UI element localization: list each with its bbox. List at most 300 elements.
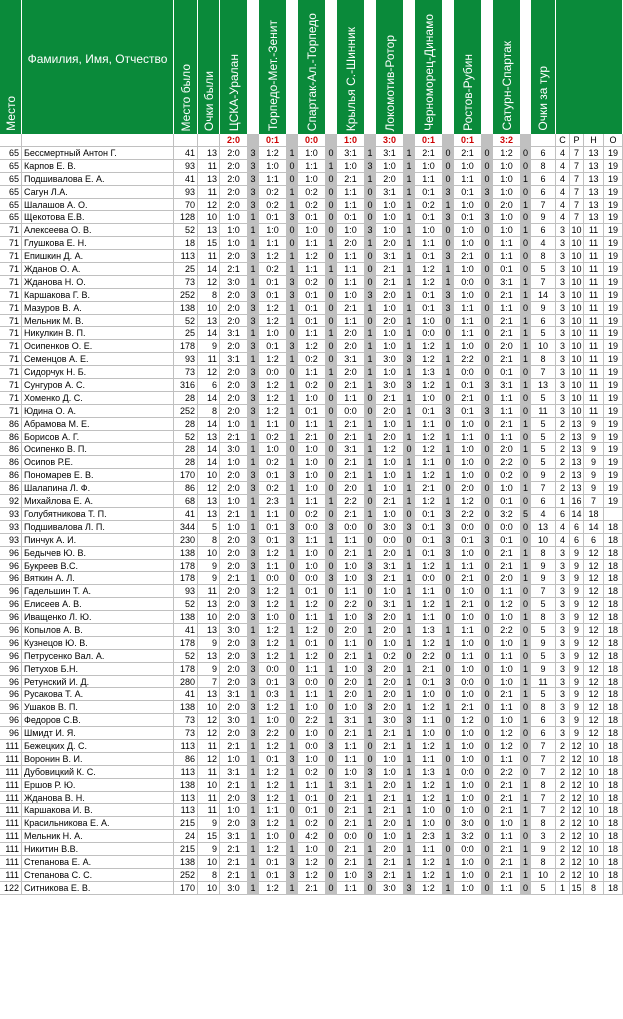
- prediction-cell: 1:2: [259, 766, 287, 779]
- stat-n-cell: 12: [584, 560, 604, 573]
- header-match-3-label: Спартак-Ал.-Торпедо: [304, 12, 319, 131]
- stat-n-cell: 12: [584, 585, 604, 598]
- prediction-points-cell: 3: [443, 250, 454, 263]
- stat-n-cell: 12: [584, 611, 604, 624]
- place-cell: 65: [0, 160, 22, 173]
- tour-points-cell: 6: [531, 186, 556, 199]
- stat-s-cell: 3: [556, 714, 570, 727]
- stat-r-cell: 7: [570, 199, 584, 212]
- stat-o-cell: 18: [604, 869, 623, 882]
- place-was-cell: 252: [174, 405, 198, 418]
- prediction-points-cell: 1: [287, 353, 298, 366]
- stat-o-cell: 19: [604, 456, 623, 469]
- prediction-cell: 1:0: [454, 469, 482, 482]
- prediction-points-cell: 1: [287, 147, 298, 160]
- prediction-cell: 2:0: [220, 817, 248, 830]
- prediction-points-cell: 1: [326, 611, 337, 624]
- prediction-points-cell: 3: [248, 366, 259, 379]
- prediction-cell: 2:1: [376, 792, 404, 805]
- header-match-4-points: [365, 0, 376, 134]
- prediction-points-cell: 1: [443, 882, 454, 895]
- name-cell: Осипенко В. П.: [22, 443, 174, 456]
- place-was-cell: 215: [174, 843, 198, 856]
- prediction-cell: 0:1: [298, 405, 326, 418]
- prediction-cell: 3:1: [220, 327, 248, 340]
- name-cell: Мазуров В. А.: [22, 302, 174, 315]
- prediction-points-cell: 1: [521, 611, 531, 624]
- prediction-cell: 2:1: [337, 727, 365, 740]
- prediction-cell: 2:0: [220, 147, 248, 160]
- prediction-points-cell: 0: [365, 740, 376, 753]
- stat-s-cell: 2: [556, 817, 570, 830]
- prediction-cell: 2:2: [493, 766, 521, 779]
- prediction-points-cell: 0: [482, 714, 493, 727]
- prediction-points-cell: 1: [248, 882, 259, 895]
- prediction-points-cell: 3: [287, 534, 298, 547]
- place-was-cell: 41: [174, 147, 198, 160]
- table-body: [0, 147, 618, 895]
- points-were-cell: 9: [198, 340, 220, 353]
- prediction-cell: 0:0: [376, 534, 404, 547]
- prediction-cell: 3:0: [220, 443, 248, 456]
- prediction-cell: 3:1: [376, 560, 404, 573]
- prediction-points-cell: 3: [443, 547, 454, 560]
- prediction-points-cell: 0: [482, 237, 493, 250]
- prediction-points-cell: 1: [248, 624, 259, 637]
- prediction-cell: 1:0: [454, 804, 482, 817]
- prediction-points-cell: 3: [404, 353, 415, 366]
- prediction-points-cell: 0: [521, 366, 531, 379]
- prediction-points-cell: 3: [248, 315, 259, 328]
- stat-o-cell: 19: [604, 469, 623, 482]
- prediction-points-cell: 1: [248, 327, 259, 340]
- prediction-points-cell: 1: [521, 779, 531, 792]
- prediction-cell: 1:2: [259, 843, 287, 856]
- prediction-points-cell: 1: [404, 366, 415, 379]
- prediction-cell: 1:0: [259, 224, 287, 237]
- prediction-cell: 0:1: [415, 508, 443, 521]
- prediction-points-cell: 1: [443, 856, 454, 869]
- place-cell: 96: [0, 727, 22, 740]
- prediction-points-cell: 1: [248, 431, 259, 444]
- prediction-points-cell: 1: [443, 199, 454, 212]
- prediction-points-cell: 1: [365, 353, 376, 366]
- prediction-cell: 1:2: [415, 379, 443, 392]
- stat-s-cell: 1: [556, 495, 570, 508]
- points-were-cell: 11: [198, 585, 220, 598]
- prediction-points-cell: 0: [287, 366, 298, 379]
- place-cell: 122: [0, 882, 22, 895]
- prediction-cell: 0:1: [259, 534, 287, 547]
- points-were-cell: 11: [198, 740, 220, 753]
- prediction-cell: 2:2: [259, 727, 287, 740]
- prediction-points-cell: 0: [482, 224, 493, 237]
- stat-o-cell: 19: [604, 186, 623, 199]
- prediction-cell: 0:2: [298, 766, 326, 779]
- points-were-cell: 11: [198, 186, 220, 199]
- stat-o-cell: 18: [604, 766, 623, 779]
- header-place-label: Место: [3, 96, 18, 131]
- prediction-cell: 1:1: [259, 173, 287, 186]
- prediction-points-cell: 1: [443, 792, 454, 805]
- prediction-cell: 1:2: [415, 560, 443, 573]
- points-were-cell: 15: [198, 830, 220, 843]
- stat-o-cell: 19: [604, 418, 623, 431]
- prediction-cell: 1:2: [298, 650, 326, 663]
- prediction-cell: 2:1: [337, 469, 365, 482]
- stat-n-cell: 13: [584, 147, 604, 160]
- tour-points-cell: 7: [531, 804, 556, 817]
- stat-s-cell: 3: [556, 611, 570, 624]
- prediction-points-cell: 0: [287, 173, 298, 186]
- stat-r-cell: 9: [570, 624, 584, 637]
- name-cell: Пинчук А. И.: [22, 534, 174, 547]
- points-were-cell: 13: [198, 431, 220, 444]
- prediction-points-cell: 0: [404, 443, 415, 456]
- prediction-points-cell: 0: [443, 663, 454, 676]
- prediction-points-cell: 1: [365, 379, 376, 392]
- prediction-cell: 1:2: [415, 276, 443, 289]
- stat-o-cell: 18: [604, 727, 623, 740]
- prediction-cell: 1:2: [298, 250, 326, 263]
- prediction-points-cell: 1: [443, 366, 454, 379]
- stat-o-cell: 18: [604, 740, 623, 753]
- prediction-points-cell: 3: [365, 572, 376, 585]
- prediction-points-cell: 1: [365, 173, 376, 186]
- prediction-points-cell: 1: [404, 186, 415, 199]
- place-cell: 96: [0, 624, 22, 637]
- name-cell: Жданова В. Н.: [22, 792, 174, 805]
- place-cell: 111: [0, 856, 22, 869]
- table-row: [0, 766, 618, 779]
- place-cell: 96: [0, 650, 22, 663]
- stat-r-cell: 9: [570, 676, 584, 689]
- stat-r-cell: 10: [570, 289, 584, 302]
- points-were-cell: 5: [198, 521, 220, 534]
- result-gap-5: [404, 134, 415, 147]
- prediction-points-cell: 3: [482, 211, 493, 224]
- place-was-cell: 178: [174, 340, 198, 353]
- prediction-points-cell: 1: [248, 779, 259, 792]
- prediction-points-cell: 3: [248, 250, 259, 263]
- points-were-cell: 13: [198, 224, 220, 237]
- tour-points-cell: 8: [531, 353, 556, 366]
- prediction-cell: 1:2: [259, 792, 287, 805]
- prediction-points-cell: 3: [443, 289, 454, 302]
- prediction-points-cell: 0: [482, 418, 493, 431]
- prediction-points-cell: 1: [248, 869, 259, 882]
- prediction-points-cell: 0: [326, 637, 337, 650]
- stat-o-cell: 18: [604, 856, 623, 869]
- prediction-cell: 1:0: [337, 869, 365, 882]
- prediction-cell: 1:1: [298, 160, 326, 173]
- prediction-cell: 1:0: [493, 160, 521, 173]
- prediction-cell: 3:1: [337, 779, 365, 792]
- stat-o-cell: 19: [604, 147, 623, 160]
- stat-n-cell: 10: [584, 804, 604, 817]
- prediction-points-cell: 3: [326, 521, 337, 534]
- points-were-cell: 9: [198, 843, 220, 856]
- prediction-cell: 3:0: [220, 714, 248, 727]
- prediction-points-cell: 0: [326, 869, 337, 882]
- table-row: [0, 276, 618, 289]
- prediction-points-cell: 1: [404, 727, 415, 740]
- tour-points-cell: 5: [531, 882, 556, 895]
- place-was-cell: 86: [174, 753, 198, 766]
- prediction-cell: 1:0: [376, 753, 404, 766]
- prediction-points-cell: 1: [521, 688, 531, 701]
- stat-n-cell: 11: [584, 405, 604, 418]
- points-were-cell: 11: [198, 804, 220, 817]
- prediction-points-cell: 0: [365, 211, 376, 224]
- prediction-cell: 1:1: [415, 585, 443, 598]
- prediction-points-cell: 1: [521, 379, 531, 392]
- points-were-cell: 12: [198, 366, 220, 379]
- prediction-cell: 0:2: [259, 263, 287, 276]
- stat-n-cell: 11: [584, 353, 604, 366]
- prediction-points-cell: 0: [365, 598, 376, 611]
- place-was-cell: 52: [174, 650, 198, 663]
- prediction-cell: 0:2: [298, 276, 326, 289]
- stat-n-cell: 11: [584, 237, 604, 250]
- prediction-cell: 2:1: [337, 302, 365, 315]
- stat-n-cell: 12: [584, 650, 604, 663]
- header-match-1: [220, 0, 248, 134]
- prediction-cell: 2:0: [337, 482, 365, 495]
- prediction-points-cell: 0: [443, 585, 454, 598]
- prediction-points-cell: 3: [248, 611, 259, 624]
- prediction-points-cell: 0: [326, 443, 337, 456]
- prediction-points-cell: 0: [326, 147, 337, 160]
- prediction-points-cell: 1: [248, 224, 259, 237]
- prediction-points-cell: 3: [248, 650, 259, 663]
- place-was-cell: 113: [174, 792, 198, 805]
- prediction-cell: 1:2: [259, 250, 287, 263]
- results-blank-tour: [531, 134, 556, 147]
- name-cell: Бедычев Ю. В.: [22, 547, 174, 560]
- prediction-cell: 1:1: [493, 753, 521, 766]
- place-was-cell: 52: [174, 224, 198, 237]
- points-were-cell: 12: [198, 753, 220, 766]
- prediction-cell: 1:2: [259, 147, 287, 160]
- tour-points-cell: 7: [531, 585, 556, 598]
- stat-n-cell: 11: [584, 276, 604, 289]
- prediction-cell: 1:0: [376, 456, 404, 469]
- place-was-cell: 73: [174, 727, 198, 740]
- prediction-points-cell: 0: [443, 714, 454, 727]
- prediction-points-cell: 1: [404, 753, 415, 766]
- stat-s-cell: 2: [556, 804, 570, 817]
- prediction-cell: 2:0: [376, 779, 404, 792]
- prediction-cell: 1:0: [259, 327, 287, 340]
- prediction-cell: 0:1: [298, 637, 326, 650]
- prediction-cell: 2:1: [337, 547, 365, 560]
- points-were-cell: 10: [198, 856, 220, 869]
- prediction-cell: 1:2: [415, 701, 443, 714]
- stat-s-cell: 3: [556, 572, 570, 585]
- stat-n-cell: 10: [584, 740, 604, 753]
- prediction-cell: 2:0: [376, 663, 404, 676]
- prediction-cell: 2:0: [220, 585, 248, 598]
- prediction-points-cell: 0: [326, 817, 337, 830]
- prediction-cell: 2:0: [376, 676, 404, 689]
- stat-o-cell: 19: [604, 276, 623, 289]
- prediction-cell: 2:1: [493, 779, 521, 792]
- table-row: [0, 392, 618, 405]
- prediction-points-cell: 3: [443, 508, 454, 521]
- table-row: [0, 779, 618, 792]
- stat-s-cell: 4: [556, 160, 570, 173]
- result-gap-6: [443, 134, 454, 147]
- tour-points-cell: 5: [531, 418, 556, 431]
- prediction-cell: 3:1: [493, 379, 521, 392]
- place-cell: 96: [0, 585, 22, 598]
- tour-points-cell: 9: [531, 469, 556, 482]
- prediction-points-cell: 3: [443, 302, 454, 315]
- prediction-points-cell: 0: [326, 598, 337, 611]
- prediction-points-cell: 0: [287, 714, 298, 727]
- prediction-points-cell: 0: [443, 147, 454, 160]
- prediction-points-cell: 0: [365, 534, 376, 547]
- prediction-cell: 1:1: [337, 882, 365, 895]
- prediction-points-cell: 0: [326, 804, 337, 817]
- prediction-points-cell: 3: [248, 560, 259, 573]
- prediction-points-cell: 0: [443, 817, 454, 830]
- prediction-cell: 1:2: [298, 598, 326, 611]
- prediction-points-cell: 0: [365, 250, 376, 263]
- prediction-cell: 1:2: [259, 315, 287, 328]
- stat-s-cell: 4: [556, 147, 570, 160]
- name-cell: Бессмертный Антон Г.: [22, 147, 174, 160]
- prediction-points-cell: 0: [287, 560, 298, 573]
- prediction-points-cell: 1: [404, 740, 415, 753]
- prediction-cell: 1:0: [259, 611, 287, 624]
- prediction-points-cell: 1: [287, 624, 298, 637]
- stat-r-cell: 12: [570, 830, 584, 843]
- prediction-cell: 1:0: [493, 186, 521, 199]
- table-row: [0, 701, 618, 714]
- stat-o-cell: 19: [604, 431, 623, 444]
- prediction-points-cell: 0: [365, 263, 376, 276]
- stat-s-cell: 2: [556, 869, 570, 882]
- place-cell: 93: [0, 534, 22, 547]
- table-row: [0, 199, 618, 212]
- table-row: [0, 547, 618, 560]
- table-row: [0, 560, 618, 573]
- place-was-cell: 68: [174, 495, 198, 508]
- prediction-points-cell: 3: [365, 289, 376, 302]
- prediction-points-cell: 0: [521, 701, 531, 714]
- prediction-cell: 1:0: [337, 560, 365, 573]
- place-was-cell: 86: [174, 482, 198, 495]
- stat-s-cell: 3: [556, 315, 570, 328]
- prediction-points-cell: 1: [404, 289, 415, 302]
- place-was-cell: 73: [174, 276, 198, 289]
- place-was-cell: 93: [174, 585, 198, 598]
- prediction-cell: 2:1: [493, 315, 521, 328]
- prediction-cell: 0:1: [454, 379, 482, 392]
- name-cell: Осипов Р.Е.: [22, 456, 174, 469]
- tour-points-cell: 5: [531, 431, 556, 444]
- stat-n-cell: 10: [584, 817, 604, 830]
- prediction-cell: 0:1: [415, 211, 443, 224]
- prediction-cell: 2:0: [220, 611, 248, 624]
- prediction-cell: 2:0: [220, 727, 248, 740]
- prediction-points-cell: 0: [365, 637, 376, 650]
- points-were-cell: 10: [198, 211, 220, 224]
- prediction-points-cell: 3: [443, 186, 454, 199]
- prediction-points-cell: 0: [326, 211, 337, 224]
- prediction-cell: 1:1: [259, 237, 287, 250]
- stat-r-cell: 10: [570, 315, 584, 328]
- prediction-cell: 0:2: [259, 482, 287, 495]
- prediction-cell: 2:1: [220, 843, 248, 856]
- stat-s-cell: 3: [556, 727, 570, 740]
- prediction-cell: 2:1: [454, 572, 482, 585]
- prediction-points-cell: 0: [482, 302, 493, 315]
- stat-n-cell: 8: [584, 882, 604, 895]
- prediction-cell: 3:0: [220, 624, 248, 637]
- prediction-points-cell: 3: [443, 534, 454, 547]
- prediction-cell: 1:0: [220, 211, 248, 224]
- tour-points-cell: 7: [531, 792, 556, 805]
- tour-points-cell: 4: [531, 237, 556, 250]
- prediction-cell: 2:0: [220, 701, 248, 714]
- prediction-cell: 2:0: [220, 199, 248, 212]
- prediction-cell: 2:0: [376, 547, 404, 560]
- prediction-points-cell: 1: [404, 637, 415, 650]
- prediction-cell: 1:0: [454, 340, 482, 353]
- prediction-points-cell: 0: [482, 611, 493, 624]
- prediction-cell: 1:1: [493, 701, 521, 714]
- prediction-points-cell: 1: [521, 340, 531, 353]
- place-cell: 71: [0, 392, 22, 405]
- stat-n-cell: 13: [584, 186, 604, 199]
- name-cell: Русакова Т. А.: [22, 688, 174, 701]
- place-was-cell: 252: [174, 289, 198, 302]
- stat-o-cell: 19: [604, 250, 623, 263]
- prediction-cell: 2:0: [493, 572, 521, 585]
- prediction-cell: 3:0: [220, 276, 248, 289]
- place-was-cell: 41: [174, 688, 198, 701]
- name-cell: Елисеев А. В.: [22, 598, 174, 611]
- name-cell: Каршакова Г. В.: [22, 289, 174, 302]
- place-was-cell: 93: [174, 353, 198, 366]
- prediction-cell: 0:1: [259, 289, 287, 302]
- prediction-points-cell: 1: [443, 353, 454, 366]
- name-cell: Копылов А. В.: [22, 624, 174, 637]
- prediction-cell: 2:0: [376, 431, 404, 444]
- stat-s-cell: 2: [556, 431, 570, 444]
- prediction-points-cell: 1: [365, 443, 376, 456]
- header-match-8-label: Сатурн-Спартак: [499, 41, 514, 131]
- prediction-cell: 1:0: [454, 727, 482, 740]
- prediction-cell: 2:0: [337, 688, 365, 701]
- prediction-cell: 1:0: [376, 482, 404, 495]
- prediction-points-cell: 1: [326, 366, 337, 379]
- prediction-cell: 1:2: [415, 469, 443, 482]
- stat-o-cell: 18: [604, 817, 623, 830]
- prediction-points-cell: 0: [521, 521, 531, 534]
- prediction-cell: 1:2: [259, 547, 287, 560]
- prediction-cell: 1:2: [298, 856, 326, 869]
- prediction-points-cell: 1: [365, 650, 376, 663]
- points-were-cell: 8: [198, 869, 220, 882]
- table-row: [0, 431, 618, 444]
- prediction-points-cell: 1: [404, 624, 415, 637]
- tour-points-cell: 6: [531, 727, 556, 740]
- prediction-cell: 1:2: [415, 779, 443, 792]
